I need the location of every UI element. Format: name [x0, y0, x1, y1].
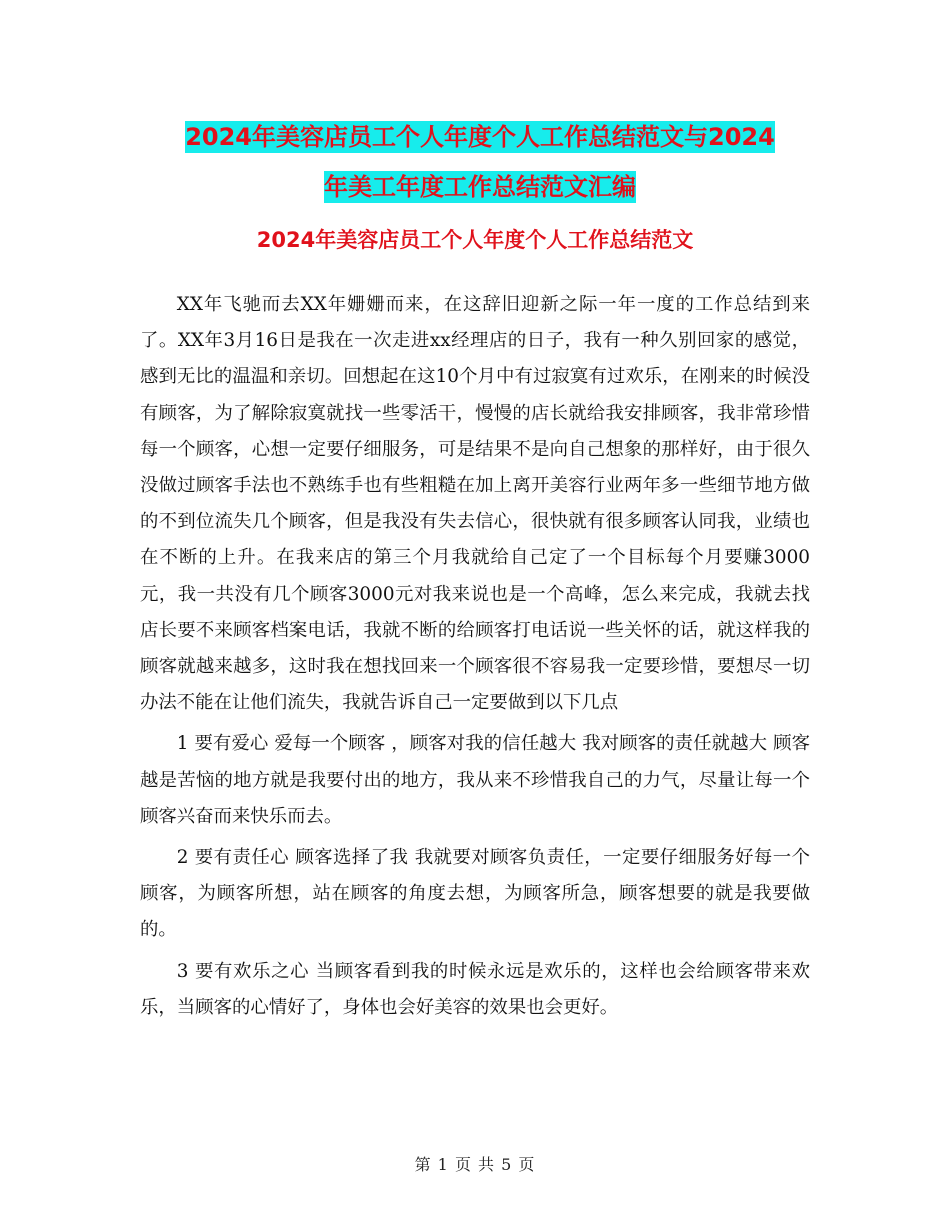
document-main-title	[140, 112, 820, 212]
paragraph-point-3: 3 要有欢乐之心 当顾客看到我的时候永远是欢乐的，这样也会给顾客带来欢乐，当顾客的心情好了，身体也会好美容的效果也会更好。	[140, 960, 810, 1018]
section-title: 2024年美容店员工个人年度个人工作总结范文	[256, 228, 694, 252]
paragraph-point-1: 1 要有爱心 爱每一个顾客 ，顾客对我的信任越大 我对顾客的责任就越大 顾客越是苦恼的地方就是我要付出的地方，我从来不珍惜我自己的力气，尽量让每一个顾客兴奋而来快乐而去。	[140, 733, 810, 827]
paragraph-intro: XX年飞驰而去XX年姗姗而来，在这辞旧迎新之际一年一度的工作总结到来了。XX年3月16日是我在一次走进xx经理店的日子，我有一种久别回家的感觉，感到无比的温温和亲切。回想起在这10个月中有过寂寞有过欢乐，在刚来的时候没有顾客，为了解除寂寞就找一些零活干，慢慢的店长就给我安排顾客，我非常珍惜每一个顾客，心想一定要仔细服务，可是结果不是向自己想象的那样好，由于很久没做过顾客手法也不熟练手也有些粗糙在加上离开美容行业两年多一些细节地方做的不到位流失几个顾客，但是我没有失去信心，很快就有很多顾客认同我，业绩也在不断的上升。在我来店的第三个月我就给自己定了一个目标每个月要赚3000元，我一共没有几个顾客3000元对我来说也是一个高峰，怎么来完成，我就去找店长要不来顾客档案电话，我就不断的给顾客打电话说一些关怀的话，就这样我的顾客就越来越多，这时我在想找回来一个顾客很不容易我一定要珍惜，要想尽一切办法不能在让他们流失，我就告诉自己一定要做到以下几点	[140, 294, 810, 714]
main-title-line-1: 2024年美容店员工个人年度个人工作总结范文与2024	[185, 123, 775, 151]
document-body	[140, 287, 810, 1031]
paragraph-point-2: 2 要有责任心 顾客选择了我 我就要对顾客负责任，一定要仔细服务好每一个顾客，为顾客所想，站在顾客的角度去想，为顾客所急，顾客想要的就是我要做的。	[140, 847, 810, 941]
main-title-line-2: 年美工年度工作总结范文汇编	[324, 173, 636, 201]
page-footer: 第 1 页 共 5 页	[414, 1155, 536, 1174]
